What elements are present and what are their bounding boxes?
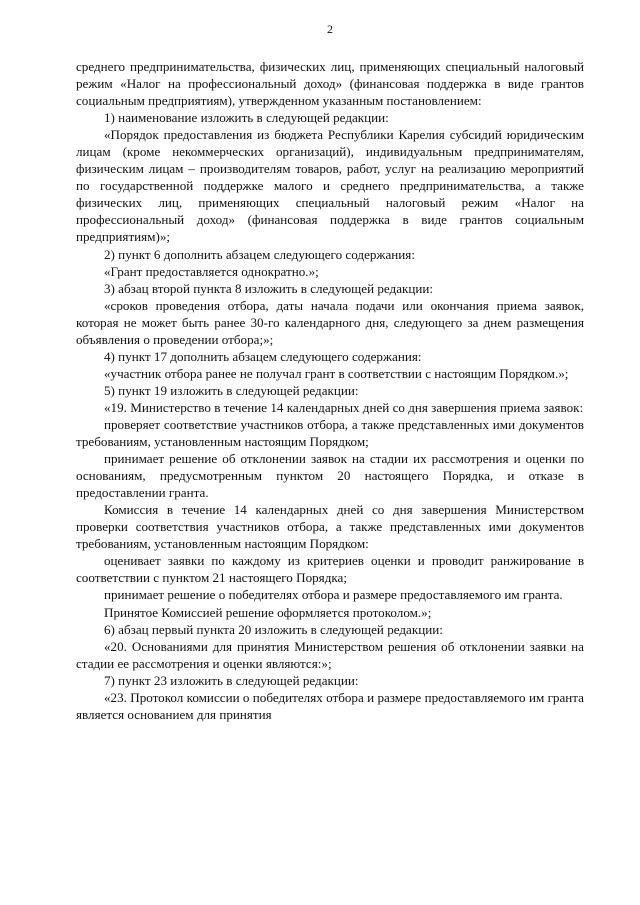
paragraph: 3) абзац второй пункта 8 изложить в следующей редакции:: [104, 280, 434, 296]
paragraph: Принятое Комиссией решение оформляется протоколом.»;: [104, 604, 432, 620]
paragraph: среднего предпринимательства, физических лиц, применяющих специальный налоговый режим «Налог на профессиональный доход» (финансовая поддержка в виде грантов социальным предприятиям), утвержденном указанным постановлением:: [76, 59, 584, 109]
paragraph: «23. Протокол комиссии о победителях отбора и размере предоставляемого им гранта является основанием для принятия: [76, 689, 584, 722]
paragraph: «20. Основаниями для принятия Министерством решения об отклонении заявки на стадии ее рассмотрения и оценки являются:»;: [76, 638, 584, 671]
paragraph: принимает решение об отклонении заявок на стадии их рассмотрения и оценки по основаниям, предусмотренным пунктом 20 настоящего Порядка, и отказе в предоставлении гранта.: [76, 451, 584, 501]
paragraph: оценивает заявки по каждому из критериев оценки и проводит ранжирование в соответствии с пунктом 21 настоящего Порядка;: [76, 553, 584, 586]
paragraph: принимает решение о победителях отбора и размере предоставляемого им гранта.: [104, 587, 563, 603]
page-number: 2: [327, 22, 333, 36]
paragraph: 7) пункт 23 изложить в следующей редакции:: [104, 672, 359, 688]
paragraph: 1) наименование изложить в следующей редакции:: [104, 110, 389, 126]
paragraph: 4) пункт 17 дополнить абзацем следующего содержания:: [104, 348, 422, 364]
paragraph: проверяет соответствие участников отбора, а также представленных ими документов требованиям, установленным настоящим Порядком;: [76, 416, 584, 450]
paragraph: «Порядок предоставления из бюджета Республики Карелия субсидий юридическим лицам (кроме некоммерческих организаций), индивидуальным предпринимателям, физическим лицам – производителям товаров, работ, услуг на реализацию мероприятий по государственной поддержке малого и среднего предпринимательства, а также физических лиц, применяющих специальный налоговый режим «Налог на профессиональный доход» (финансовая поддержка в виде грантов социальным предприятиям)»;: [76, 127, 584, 245]
paragraph: 6) абзац первый пункта 20 изложить в следующей редакции:: [104, 621, 443, 637]
paragraph: «19. Министерство в течение 14 календарных дней со дня завершения приема заявок:: [104, 399, 584, 415]
document-body: [76, 58, 584, 723]
paragraph: 5) пункт 19 изложить в следующей редакции:: [104, 382, 359, 398]
paragraph: «Грант предоставляется однократно.»;: [104, 263, 319, 279]
paragraph: Комиссия в течение 14 календарных дней со дня завершения Министерством проверки соответствия участников отбора, а также представленных ими документов требованиям, установленным настоящим Порядком:: [76, 502, 584, 552]
paragraph: 2) пункт 6 дополнить абзацем следующего содержания:: [104, 246, 415, 262]
paragraph: «сроков проведения отбора, даты начала подачи или окончания приема заявок, которая не может быть ранее 30-го календарного дня, следующего за днем размещения объявления о проведении отбора;»;: [76, 297, 584, 347]
paragraph: «участник отбора ранее не получал грант в соответствии с настоящим Порядком.»;: [104, 365, 569, 381]
